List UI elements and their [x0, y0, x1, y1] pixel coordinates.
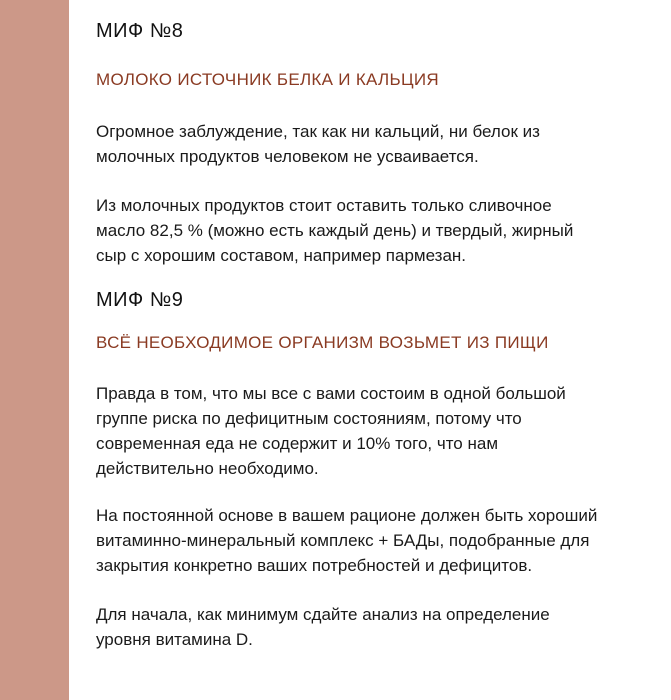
text-line: Правда в том, что мы все с вами состоим в одной большой	[96, 384, 566, 403]
myth-9-paragraph-3	[96, 602, 646, 652]
text-line: На постоянной основе в вашем рационе должен быть хороший	[96, 506, 598, 525]
text-line: закрытия конкретно ваших потребностей и дефицитов.	[96, 556, 533, 575]
myth-9-subtitle: ВСЁ НЕОБХОДИМОЕ ОРГАНИЗМ ВОЗЬМЕТ ИЗ ПИЩИ	[96, 333, 549, 352]
myth-9-title: МИФ №9	[96, 289, 184, 311]
myth-9-paragraph-1	[96, 381, 646, 481]
text-line: уровня витамина D.	[96, 630, 253, 649]
text-line: действительно необходимо.	[96, 459, 319, 478]
decorative-side-bar	[0, 0, 69, 700]
myth-8-paragraph-1	[96, 119, 646, 169]
text-line: витаминно-минеральный комплекс + БАДы, подобранные для	[96, 531, 590, 550]
myth-8-title: МИФ №8	[96, 20, 184, 42]
text-line: группе риска по дефицитным состояниям, потому что	[96, 409, 522, 428]
text-line: молочных продуктов человеком не усваивается.	[96, 147, 479, 166]
text-line: масло 82,5 % (можно есть каждый день) и твердый, жирный	[96, 221, 574, 240]
text-line: Для начала, как минимум сдайте анализ на определение	[96, 605, 550, 624]
myth-8-subtitle: МОЛОКО ИСТОЧНИК БЕЛКА И КАЛЬЦИЯ	[96, 70, 439, 89]
text-line: Из молочных продуктов стоит оставить только сливочное	[96, 196, 552, 215]
myth-8-paragraph-2	[96, 193, 646, 268]
text-line: сыр с хорошим составом, например пармезан.	[96, 246, 467, 265]
text-line: Огромное заблуждение, так как ни кальций, ни белок из	[96, 122, 540, 141]
text-line: современная еда не содержит и 10% того, что нам	[96, 434, 499, 453]
myth-9-paragraph-2	[96, 503, 646, 578]
